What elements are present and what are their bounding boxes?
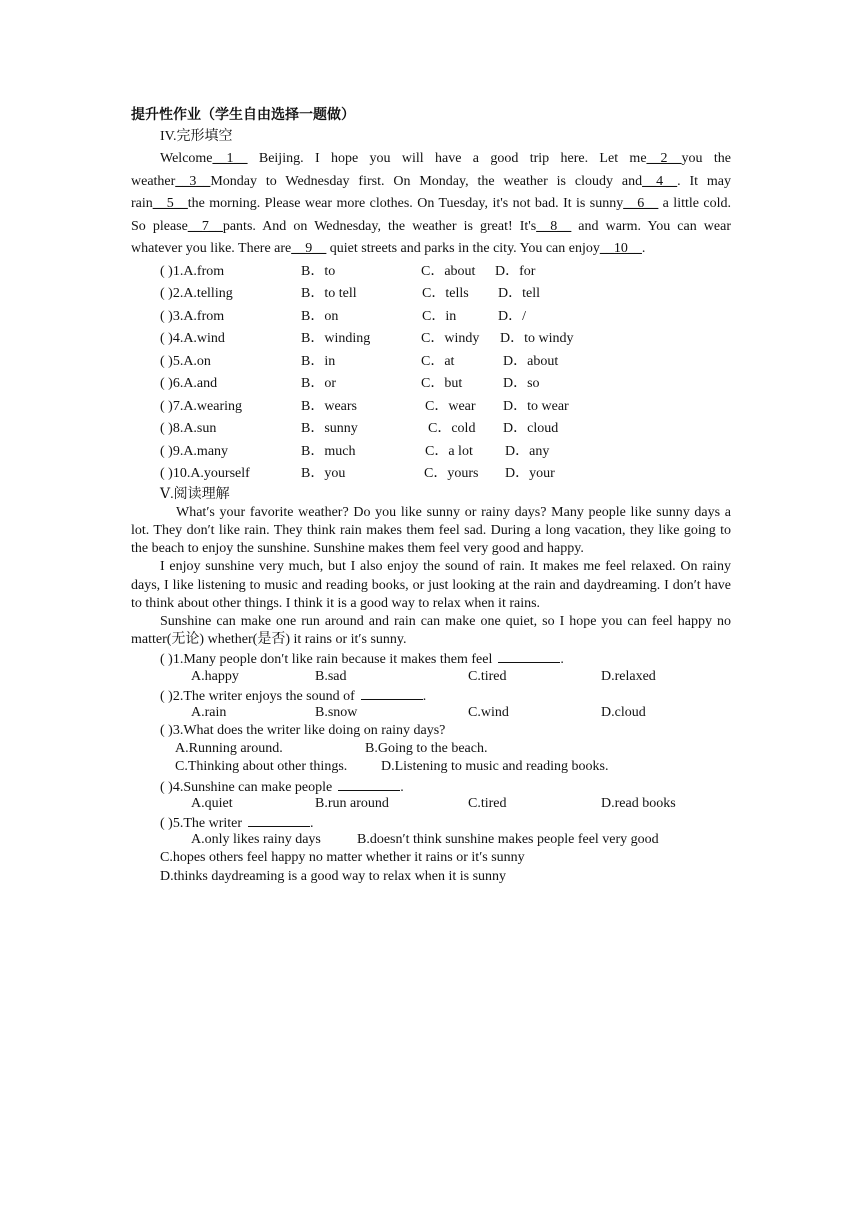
option-b[interactable]: B.sad [315,668,347,684]
option-d[interactable]: D．to windy [500,331,574,346]
option-d[interactable]: D.thinks daydreaming is a good way to relax when it is sunny [160,868,507,884]
option-b[interactable]: B．sunny [301,421,358,436]
reading-options-1 [131,668,731,686]
cloze-blank[interactable]: __3__ [175,173,211,189]
option-d[interactable]: D．for [495,263,536,279]
option-b[interactable]: B.Going to the beach. [365,741,488,757]
cloze-question-row [131,396,731,419]
cloze-question-row [131,328,731,351]
cloze-question-row [131,283,731,306]
cloze-question-row [131,373,731,396]
reading-options-5c [131,868,731,886]
cloze-questions [131,261,731,486]
option-d[interactable]: D．cloud [503,421,559,436]
option-b[interactable]: B．on [301,308,339,324]
reading-question-3 [131,722,731,740]
reading-paragraph-2: I enjoy sunshine very much, but I also enjoy the sound of rain. It makes me feel relaxed. On rainy days, I like listening to music and reading books, or just looking at the rain and daydreaming. I don′t have to think about other things. I think it is a good way to relax when it rains. [131,559,731,611]
passage-text: . [641,241,646,256]
cloze-blank[interactable]: __4__ [642,173,678,189]
reading-options-5b [131,849,731,867]
option-c[interactable]: C.hopes others feel happy no matter whether it rains or it′s sunny [160,850,525,866]
reading-options-3a [131,740,731,758]
passage-text: pants. And on Wednesday, the weather is great! It's [222,218,537,234]
cloze-blank[interactable]: __10__ [599,241,642,256]
reading-question-1 [131,649,731,667]
option-d[interactable]: D.Listening to music and reading books. [381,759,609,775]
reading-title: Ⅴ.阅读理解 [160,486,230,502]
passage-text: the morning. Please wear more clothes. On Tuesday, it's not bad. It is sunny [187,196,624,211]
option-c[interactable]: C．yours [424,466,479,481]
answer-blank[interactable] [338,777,400,791]
question-number-and-option-a: ( )1.A.from [160,263,225,279]
option-d[interactable]: D.cloud [601,704,646,720]
passage-text: you the weather [131,151,732,189]
option-c[interactable]: C．in [422,308,457,324]
reading-paragraph-3: Sunshine can make one run around and rain can make one quiet, so I hope you can feel happy no matter(无论) whether(是否) it rains or it′s sunny. [131,613,731,648]
cloze-question-row [131,418,731,441]
answer-blank[interactable] [361,686,423,700]
option-a[interactable]: A.happy [191,668,239,684]
option-d[interactable]: D．about [503,353,559,369]
option-b[interactable]: B.snow [315,704,358,720]
option-d[interactable]: D．your [505,466,555,481]
question-number-and-option-a: ( )3.A.from [160,308,225,324]
cloze-blank[interactable]: __2__ [646,151,682,166]
option-a[interactable]: A.only likes rainy days [191,832,321,848]
option-d[interactable]: D．/ [498,308,526,324]
option-d[interactable]: D.read books [601,795,676,811]
question-number-and-option-a: ( )7.A.wearing [160,398,243,414]
reading-question-5 [131,813,731,831]
option-c[interactable]: C．cold [428,421,476,436]
cloze-blank[interactable]: __5__ [152,196,188,211]
option-b[interactable]: B．or [301,376,336,391]
question-number-and-option-a: ( )5.A.on [160,353,211,369]
question-number-and-option-a: ( )2.A.telling [160,286,233,301]
cloze-blank[interactable]: __9__ [291,241,327,256]
cloze-blank[interactable]: __8__ [536,218,572,234]
option-b[interactable]: B．wears [301,398,357,414]
option-c[interactable]: C．a lot [425,443,473,459]
option-b[interactable]: B.doesn′t think sunshine makes people feel very good [357,832,659,848]
question-end: . [400,779,404,795]
cloze-question-row [131,351,731,374]
cloze-blank[interactable]: __7__ [187,218,223,234]
worksheet-heading: 提升性作业（学生自由选择一题做） [131,107,355,123]
question-end: . [422,688,427,704]
reading-options-4 [131,795,731,813]
question-number-and-option-a: ( )9.A.many [160,443,229,459]
option-b[interactable]: B．you [301,466,346,481]
question-number-and-option-a: ( )6.A.and [160,376,218,391]
passage-text: and warm. You can wear whatever you like. There are [131,218,731,256]
option-b[interactable]: B．to tell [301,286,357,301]
question-end: . [310,816,314,832]
reading-question-2 [131,686,731,704]
option-c[interactable]: C.wind [468,704,509,720]
option-b[interactable]: B．winding [301,331,371,346]
option-c[interactable]: C．but [421,376,463,391]
option-a[interactable]: A.rain [191,704,227,720]
option-c[interactable]: C.tired [468,795,507,811]
passage-text: Monday to Wednesday first. On Monday, the weather is cloudy and [210,173,643,189]
option-d[interactable]: D.relaxed [601,668,656,684]
passage-text: quiet streets and parks in the city. You can enjoy [326,241,600,256]
option-b[interactable]: B．in [301,353,336,369]
option-a[interactable]: A.quiet [191,795,233,811]
option-b[interactable]: B．to [301,263,336,279]
cloze-question-row [131,463,731,486]
option-c[interactable]: C．at [421,353,455,369]
option-c[interactable]: C．windy [421,331,480,346]
question-stem: ( )2.The writer enjoys the sound of [160,688,355,704]
passage-text: Beijing. I hope you will have a good trip here. Let me [247,151,647,166]
question-stem: ( )5.The writer [160,816,243,832]
question-number-and-option-a: ( )10.A.yourself [160,466,250,481]
option-d[interactable]: D．so [503,376,540,391]
cloze-blank[interactable]: __1__ [212,151,248,166]
answer-blank[interactable] [498,649,560,663]
option-a[interactable]: A.Running around. [175,741,283,757]
passage-text: Welcome [160,151,213,166]
reading-paragraph-1: What′s your favorite weather? Do you like sunny or rainy days? Many people like sunny days a lot. They don′t like rain. They think rain makes them feel sad. During a long vacation, they like going to the beach to enjoy the sunshine. Sunshine makes them feel very good and happy. [131,504,731,557]
question-stem: ( )4.Sunshine can make people [160,779,333,795]
cloze-question-row [131,261,731,284]
option-d[interactable]: D．to wear [503,398,569,414]
cloze-question-row [131,441,731,464]
question-end: . [560,652,564,668]
option-d[interactable]: D．any [505,443,550,459]
cloze-blank[interactable]: __6__ [623,196,659,211]
question-stem: ( )3.What does the writer like doing on rainy days? [160,723,446,739]
option-c[interactable]: C．about [421,263,476,279]
option-c[interactable]: C．wear [425,398,476,414]
answer-blank[interactable] [248,813,310,827]
option-c[interactable]: C.tired [468,668,507,684]
reading-options-3b [131,758,731,776]
reading-question-4 [131,777,731,795]
question-number-and-option-a: ( )4.A.wind [160,331,225,346]
option-b[interactable]: B.run around [315,795,389,811]
worksheet [131,104,731,886]
reading-options-5a [131,831,731,849]
reading-options-2 [131,704,731,722]
passage-text: a little cold. So please [131,196,731,234]
question-stem: ( )1.Many people don′t like rain because it makes them feel [160,652,493,668]
cloze-passage [131,148,731,261]
question-number-and-option-a: ( )8.A.sun [160,421,217,436]
cloze-question-row [131,306,731,329]
option-b[interactable]: B．much [301,443,356,459]
option-d[interactable]: D．tell [498,286,540,301]
option-c[interactable]: C．tells [422,286,469,301]
cloze-title: IV.完形填空 [160,129,233,144]
option-c[interactable]: C.Thinking about other things. [175,759,348,775]
passage-text: . It may rain [131,173,731,211]
